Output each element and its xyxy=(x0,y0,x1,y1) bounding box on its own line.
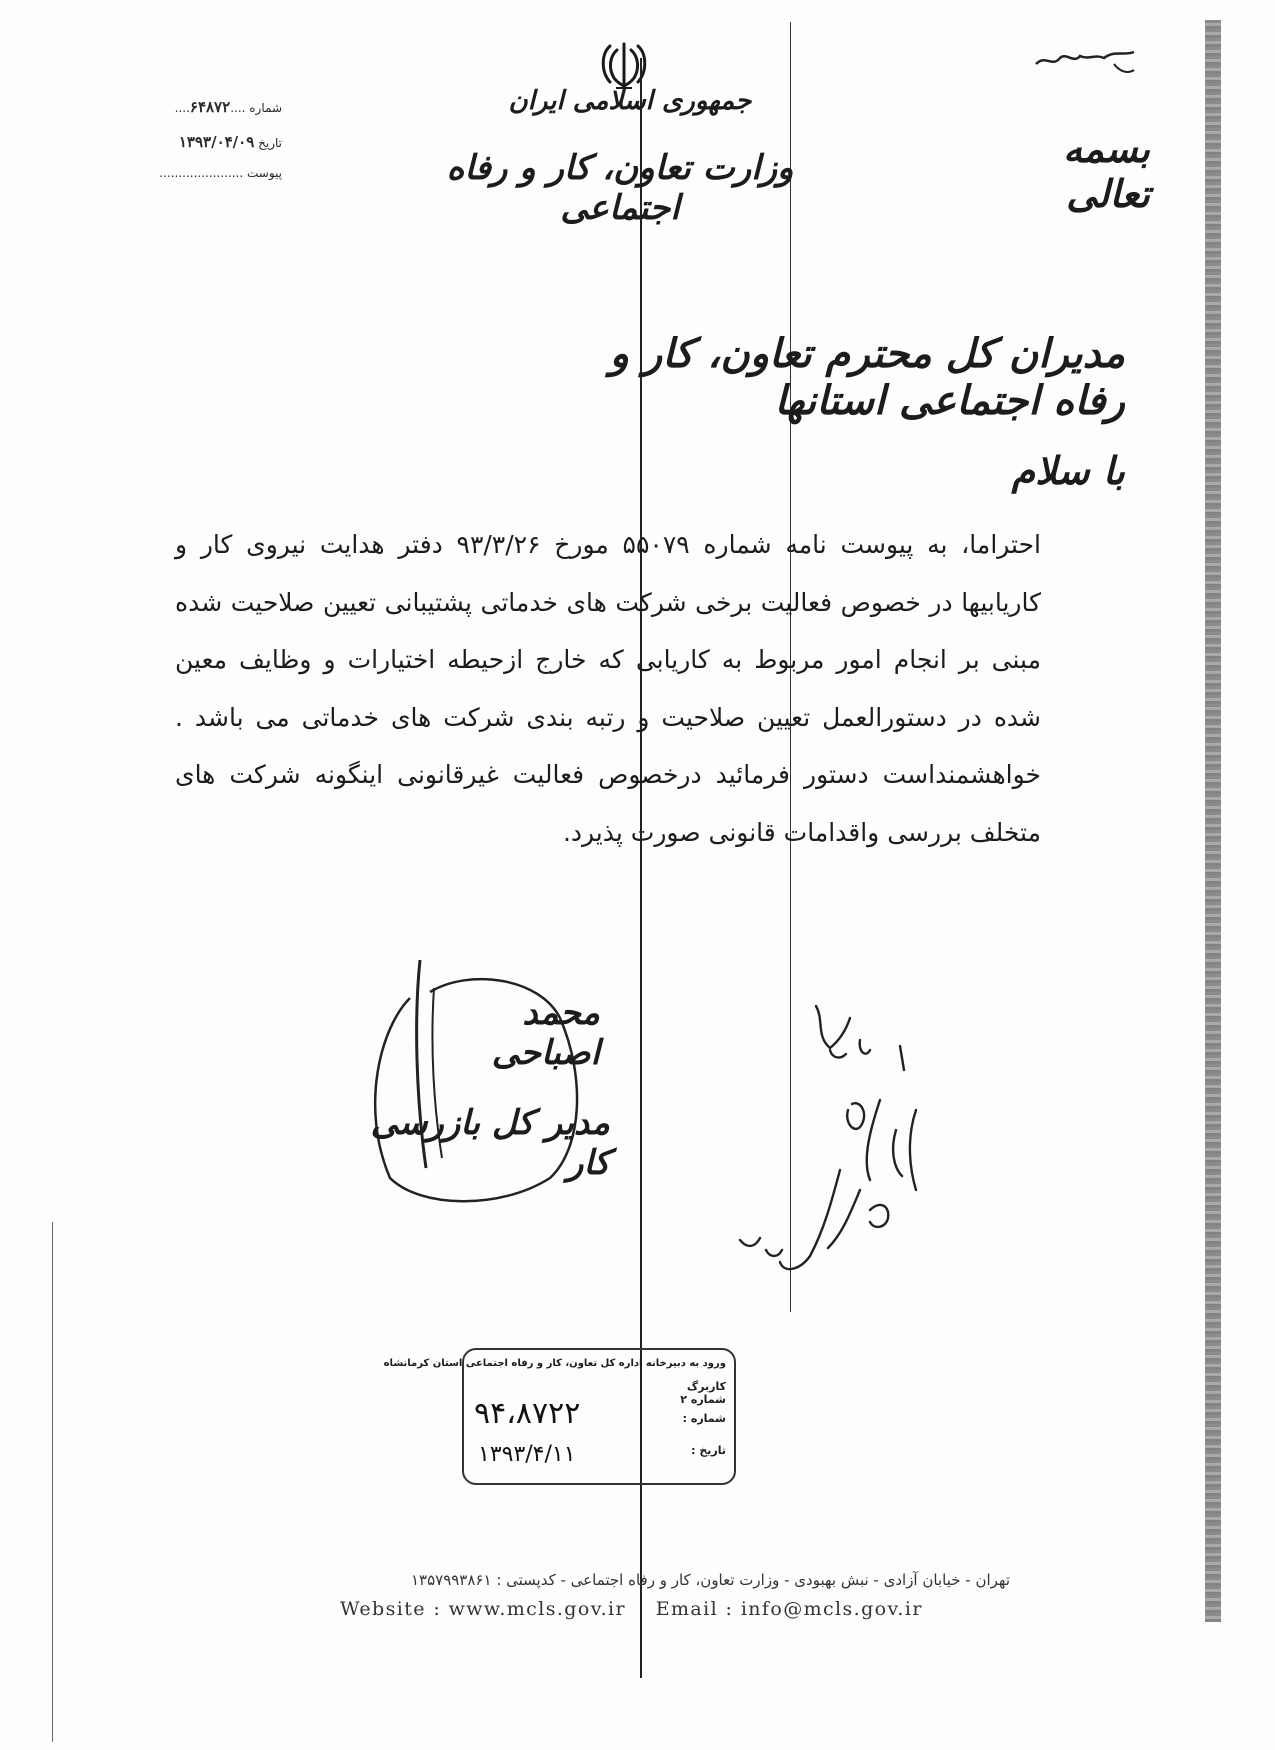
signatory-name: محمد اصباحی xyxy=(491,993,600,1073)
recipient-line: مدیران کل محترم تعاون، کار و رفاه اجتماعی استانها xyxy=(609,330,1125,424)
website-link[interactable]: www.mcls.gov.ir xyxy=(448,1598,626,1620)
letter-body: احتراما، به پیوست نامه شماره ۵۵۰۷۹ مورخ ۹۳/۳/۲۶ دفتر هدایت نیروی کار و کاریابیها در خصوص فعالیت برخی شرکت های خدماتی پشتیبانی تعیین صلاحیت شده مبنی بر انجام امور مربوط به کاریابی که خارج ازحیطه اختیارات و وظایف معین شده در دستورالعمل تعیین صلاحیت و رتبه بندی شرکت های خدماتی می باشد . خواهشمنداست دستور فرمائید درخصوص فعالیت غیرقانونی اینگونه شرکت های متخلف بررسی واقدامات قانونی صورت پذیرد. xyxy=(175,530,1042,847)
stamp-number-label: شماره : xyxy=(682,1412,726,1425)
signatory-title: مدیر کل بازرسی کار xyxy=(370,1103,610,1183)
stamp-file-label: کاربرگ شماره ۲ xyxy=(680,1380,726,1406)
website-label: Website : xyxy=(340,1598,442,1620)
invocation-text: بسمه تعالی xyxy=(1063,126,1150,216)
stamp-number-value: ۹۴،۸۷۲۲ xyxy=(474,1396,581,1431)
letter-attachment: پیوست ...................... xyxy=(159,166,282,180)
handwritten-margin-note xyxy=(720,1000,940,1290)
ministry-heading: وزارت تعاون، کار و رفاه اجتماعی xyxy=(446,148,794,228)
salutation: با سلام xyxy=(1011,448,1125,493)
letter-date: تاریخ ۱۳۹۳/۰۴/۰۹ xyxy=(178,133,282,151)
footer-contact xyxy=(340,1598,940,1620)
stamp-heading: ورود به دبیرخانه اداره کل تعاون، کار و رفاه اجتماعی استان کرمانشاه xyxy=(383,1358,726,1369)
letter-number: شماره ....۶۴۸۷۲.... xyxy=(174,98,282,116)
scan-edge-line xyxy=(52,1222,53,1742)
republic-heading: جمهوری اسلامی ایران xyxy=(508,86,752,116)
handwritten-scribble xyxy=(1030,34,1140,84)
receipt-stamp xyxy=(383,1348,736,1485)
email-link[interactable]: info@mcls.gov.ir xyxy=(740,1598,923,1620)
stamp-date-value: ۱۳۹۳/۴/۱۱ xyxy=(478,1442,576,1467)
email-label: Email : xyxy=(655,1598,734,1620)
scan-edge-shadow xyxy=(1205,20,1221,1622)
iran-emblem-icon xyxy=(598,38,650,92)
stamp-date-label: تاریخ : xyxy=(691,1444,726,1457)
footer-address: تهران - خیابان آزادی - نبش بهبودی - وزارت تعاون، کار و رفاه اجتماعی - کدپستی : ۱۳۵۷۹۹۳۸۶۱ xyxy=(410,1571,1010,1589)
